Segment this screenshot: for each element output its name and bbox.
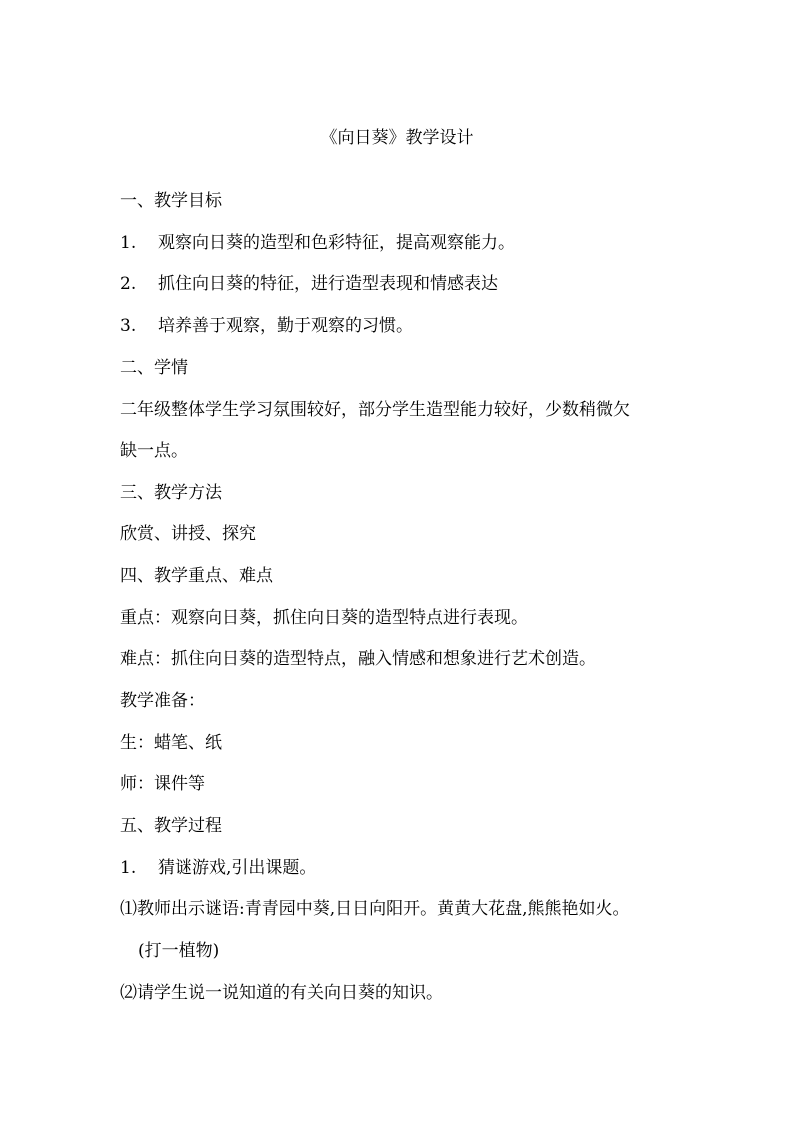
process-step-number: 1. xyxy=(120,858,137,878)
document-title: 《向日葵》教学设计 xyxy=(320,128,474,148)
learning-situation-text-line2: 缺一点。 xyxy=(120,441,188,461)
goal-item-3 xyxy=(120,315,413,337)
goal-item-text: 观察向日葵的造型和色彩特征，提高观察能力。 xyxy=(158,233,515,253)
process-step-1 xyxy=(120,857,316,879)
section-heading-goals: 一、教学目标 xyxy=(120,191,222,211)
goal-item-text: 抓住向日葵的特征，进行造型表现和情感表达 xyxy=(158,274,498,294)
process-step-text: 猜谜游戏,引出课题。 xyxy=(158,858,317,878)
section-heading-learning-situation: 二、学情 xyxy=(120,358,188,378)
process-sub-2: ⑵请学生说一说知道的有关向日葵的知识。 xyxy=(120,983,443,1003)
methods-text: 欣赏、讲授、探究 xyxy=(120,524,256,544)
section-heading-key-points: 四、教学重点、难点 xyxy=(120,566,273,586)
difficulty-text: 难点：抓住向日葵的造型特点，融入情感和想象进行艺术创造。 xyxy=(120,649,596,669)
preparation-student: 生：蜡笔、纸 xyxy=(120,733,222,753)
goal-item-number: 3. xyxy=(120,316,137,336)
process-sub-1: ⑴教师出示谜语:青青园中葵,日日向阳开。黄黄大花盘,熊熊艳如火。 xyxy=(120,899,630,919)
preparation-heading: 教学准备： xyxy=(120,691,205,711)
process-sub-1-continued: (打一植物) xyxy=(138,941,220,961)
section-heading-methods: 三、教学方法 xyxy=(120,483,222,503)
preparation-teacher: 师：课件等 xyxy=(120,774,205,794)
section-heading-process: 五、教学过程 xyxy=(120,816,222,836)
goal-item-number: 2. xyxy=(120,274,137,294)
goal-item-number: 1. xyxy=(120,233,137,253)
goal-item-2 xyxy=(120,273,498,295)
key-point-text: 重点：观察向日葵，抓住向日葵的造型特点进行表现。 xyxy=(120,608,528,628)
goal-item-text: 培养善于观察，勤于观察的习惯。 xyxy=(158,316,413,336)
learning-situation-text-line1: 二年级整体学生学习氛围较好，部分学生造型能力较好，少数稍微欠 xyxy=(120,400,630,420)
goal-item-1 xyxy=(120,232,515,254)
